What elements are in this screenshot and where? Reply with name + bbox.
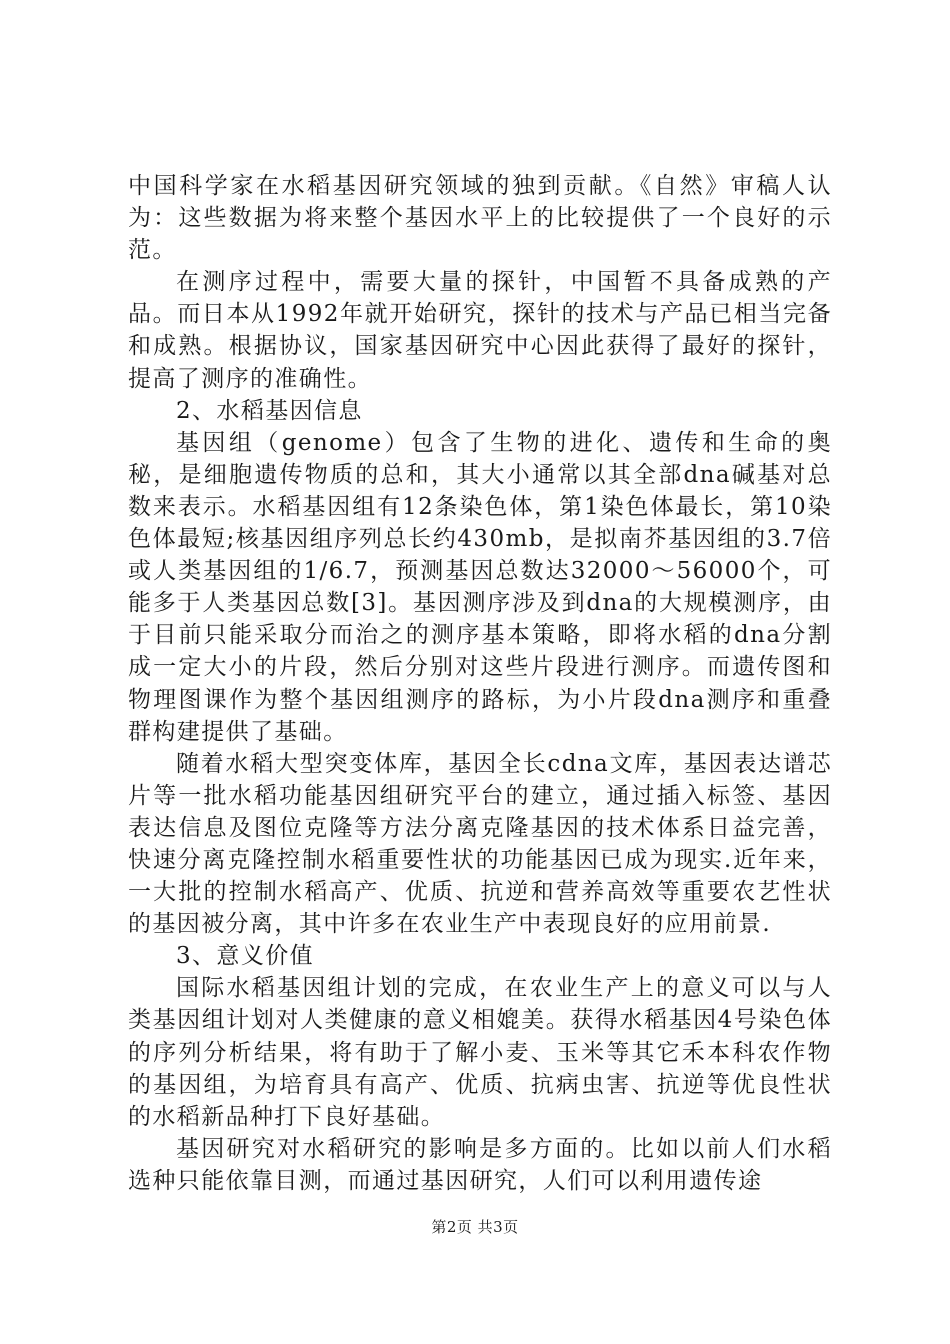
paragraph-probe: 在测序过程中，需要大量的探针，中国暂不具备成熟的产品。而日本从1992年就开始研究，探针的技术与产品已相当完备和成熟。根据协议，国家基因研究中心因此获得了最好的探针，提高了测序的准确性。 — [128, 269, 832, 392]
page-footer: 第2页 共3页 — [431, 1218, 519, 1236]
document-body — [128, 170, 832, 1197]
paragraph-functional-genomics: 随着水稻大型突变体库，基因全长cdna文库，基因表达谱芯片等一批水稻功能基因组研究平台的建立，通过插入标签、基因表达信息及图位克隆等方法分离克隆基因的技术体系日益完善，快速分离克隆控制水稻重要性状的功能基因已成为现实.近年来，一大批的控制水稻高产、优质、抗逆和营养高效等重要农艺性状的基因被分离，其中许多在农业生产中表现良好的应用前景. — [128, 750, 832, 938]
section-heading-significance: 3、意义价值 — [176, 943, 315, 970]
paragraph-continuation: 中国科学家在水稻基因研究领域的独到贡献。《自然》审稿人认为：这些数据为将来整个基因水平上的比较提供了一个良好的示范。 — [128, 173, 832, 264]
section-heading-gene-info: 2、水稻基因信息 — [176, 397, 363, 424]
paragraph-significance: 国际水稻基因组计划的完成，在农业生产上的意义可以与人类基因组计划对人类健康的意义相媲美。获得水稻基因4号染色体的序列分析结果，将有助于了解小麦、玉米等其它禾本科农作物的基因组，为培育具有高产、优质、抗病虫害、抗逆等优良性状的水稻新品种打下良好基础。 — [128, 975, 832, 1130]
paragraph-research-impact: 基因研究对水稻研究的影响是多方面的。比如以前人们水稻选种只能依靠目测，而通过基因研究，人们可以利用遗传途 — [128, 1135, 832, 1194]
paragraph-genome: 基因组（genome）包含了生物的进化、遗传和生命的奥秘，是细胞遗传物质的总和，其大小通常以其全部dna碱基对总数来表示。水稻基因组有12条染色体，第1染色体最长，第10染色体最短;核基因组序列总长约430mb，是拟南芥基因组的3.7倍或人类基因组的1/6.7，预测基因总数达32000～56000个，可能多于人类基因总数[3]。基因测序涉及到dna的大规模测序，由于目前只能采取分而治之的测序基本策略，即将水稻的dna分割成一定大小的片段，然后分别对这些片段进行测序。而遗传图和物理图课作为整个基因组测序的路标，为小片段dna测序和重叠群构建提供了基础。 — [128, 429, 832, 745]
